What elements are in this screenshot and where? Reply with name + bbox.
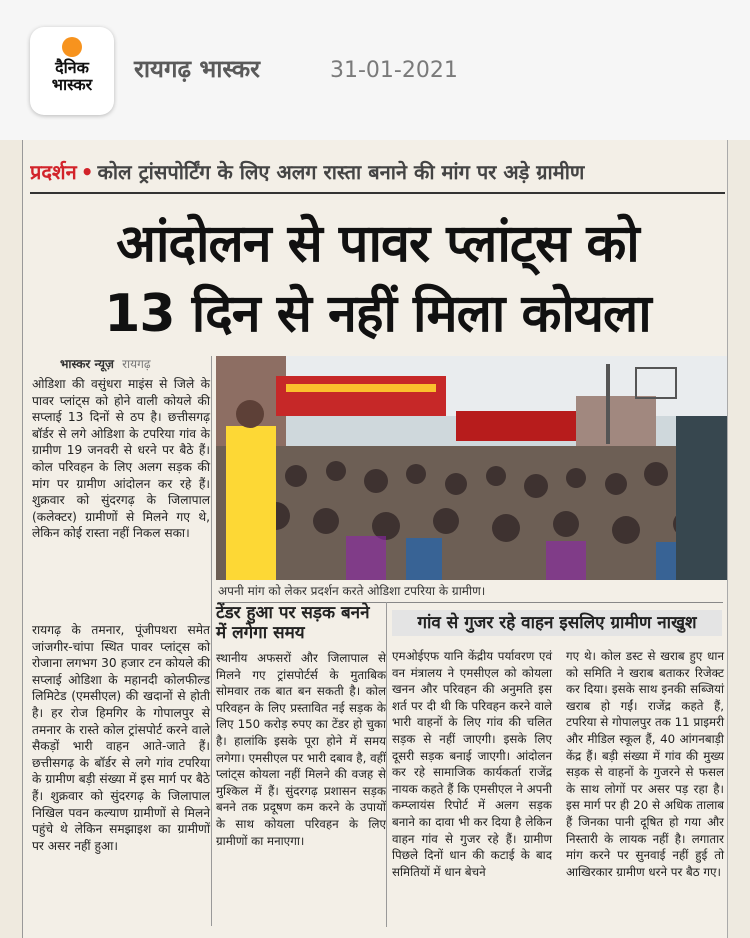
headline-line-1: आंदोलन से पावर प्लांट्स को xyxy=(116,214,639,274)
column-4-text: गए थे। कोल डस्ट से खराब हुए धान को समिति ने खराब बताकर रिजेक्ट कर दिया। इसके साथ इनकी सब्जियां खराब हो गईं। राजेंद्र कहते हैं, टपरिया से गोपालपुर तक 11 प्राइमरी और मीडिल स्कूल हैं, 40 आंगनबाड़ी केंद्र हैं। बड़ी संख्या में गांव की मुख्य सड़क से वाहनों के गुजरने से फसल के साथ लोगों पर असर पड़ रहा है। इस मार्ग पर ही 20 से अधिक तालाब हैं जिनका पानी दूषित हो गया और निस्तारी के लायक नहीं है। लगातार मांग करने पर सुनवाई नहीं हुई तो आखिरकार ग्रामीण धरने पर बैठ गए। xyxy=(566,649,724,879)
newspaper-clipping xyxy=(0,140,750,938)
adjacent-column-right xyxy=(727,140,750,938)
kicker-rule xyxy=(30,192,725,194)
column-3-text: एमओईएफ यानि केंद्रीय पर्यावरण एवं वन मंत्रालय ने एमसीएल को कोयला खनन और परिवहन की अनुमति इस शर्त पर दी थी कि परिवहन करने वाले भारी वाहनों के लिए गांव की चलित सड़क से नहीं जाएगी। इसके लिए दूसरी सड़क बनाई जाएगी। आंदोलन कर रहे सामाजिक कार्यकर्ता राजेंद्र नायक कहते हैं कि एमसीएल ने अपनी कम्प्लायंस रिपोर्ट में अलग सड़क बनाने का दावा भी कर दिया है लेकिन वाहन गांव से गुजर रहे हैं। ग्रामीण पिछले दिनों धान की कटाई के बाद समितियों में धान बेचने xyxy=(392,649,552,879)
protest-photo-image xyxy=(216,356,727,580)
app-header xyxy=(0,0,750,140)
byline-place: रायगढ़ xyxy=(122,357,151,371)
protest-photo[interactable] xyxy=(216,356,727,580)
column-1-paragraph-2: रायगढ़ के तमनार, पूंजीपथरा समेत जांजगीर-चांपा स्थित पावर प्लांट्स को रोजाना लगभग 30 हजार टन कोयले की सप्लाई ओडिशा के महानदी कोलफील्ड लिमिटेड (एमसीएल) की खदानों से होती है। हर रोज हिमगिर के गोपालपुर से तमनार के रास्ते कोल ट्रांसपोर्ट करने वाले सैकड़ों भारी वाहन आते-जाते हैं। छत्तीसगढ़ के बॉर्डर से लगे गांव टपरिया के ग्रामीण बड़ी संख्या में इस मार्ग पर बैठे हैं। शुक्रवार को सुंदरगढ़ के जिलापाल निखिल पवन कल्याण ग्रामीणों से मिलने पहुंचे थे लेकिन समझाइश का ग्रामीणों पर असर नहीं हुआ। xyxy=(32,623,210,853)
sun-icon xyxy=(62,37,82,57)
edition-date: 31-01-2021 xyxy=(330,58,458,83)
column-1-paragraph-1: ओडिशा की वसुंधरा माइंस से जिले के पावर प्लांट्स को होने वाली कोयले की सप्लाई 13 दिनों से ठप है। छत्तीसगढ़ बॉर्डर से लगे ओडिशा के टपरिया गांव के ग्रामीण 19 जनवरी से धरने पर बैठे हैं। कोल परिवहन के लिए अलग सड़क की मांग पर ग्रामीण आंदोलन कर रहे हैं। शुक्रवार को सुंदरगढ़ के जिलापाल (कलेक्टर) ग्रामीणों से मिलने गए थे, लेकिन कोई रास्ता नहीं निकल सका। xyxy=(32,377,210,541)
subheading-villagers-unhappy: गांव से गुजर रहे वाहन इसलिए ग्रामीण नाखुश xyxy=(392,610,722,636)
logo-line-1: दैनिक xyxy=(55,58,89,77)
byline xyxy=(60,355,151,372)
headline-line-2: 13 दिन से नहीं मिला कोयला xyxy=(104,284,651,344)
column-2-text: स्थानीय अफसरों और जिलापाल से मिलने गए ट्रांसपोर्टर्स के मुताबिक सोमवार तक बात बन सकती है। कोल परिवहन के लिए प्रस्तावित नई सड़क के लिए 150 करोड़ रुपए का टेंडर हो चुका है। हालांकि इसके पूरा होने में समय लगेगा। एमसीएल पर भारी दबाव है, वहीं प्लांट्स कोयला नहीं मिलने की वजह से मुश्किल में हैं। सुंदरगढ़ प्रशासन सड़क बनने तक प्रदूषण कम करने के उपायों के साथ कोयला परिवहन के लिए ग्रामीणों का मनाएगा। xyxy=(216,651,386,848)
photo-caption: अपनी मांग को लेकर प्रदर्शन करते ओडिशा टपरिया के ग्रामीण। xyxy=(218,582,723,603)
column-divider xyxy=(211,356,212,926)
dainik-bhaskar-logo[interactable] xyxy=(30,27,114,115)
bullet-icon: • xyxy=(80,160,94,184)
edition-title: रायगढ़ भास्कर xyxy=(134,55,261,83)
kicker-line xyxy=(30,158,725,185)
subheading-tender: टेंडर हुआ पर सड़क बनने में लगेगा समय xyxy=(216,603,370,643)
byline-source: भास्कर न्यूज़ xyxy=(60,357,114,371)
column-divider xyxy=(386,602,387,927)
kicker-tag: प्रदर्शन xyxy=(30,160,77,184)
kicker-text: कोल ट्रांसपोर्टिंग के लिए अलग रास्ता बनाने की मांग पर अड़े ग्रामीण xyxy=(97,160,585,184)
logo-line-2: भास्कर xyxy=(51,75,93,94)
adjacent-column-left xyxy=(0,140,23,938)
